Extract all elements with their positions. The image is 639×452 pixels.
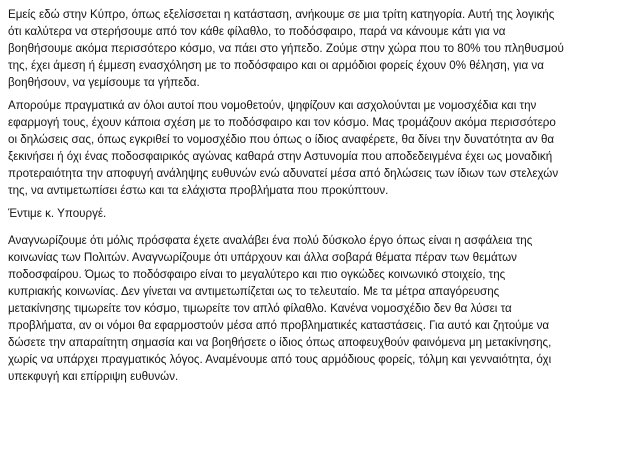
text-line: βοηθήσουν, να γεμίσουμε τα γήπεδα. xyxy=(8,76,200,89)
paragraph-legislators xyxy=(8,97,631,199)
text-line: χωρίς να υπάρχει πραγματικός λόγος. Αναμένουμε από τους αρμόδιους φορείς, τόλμη και γενναιότητα, όχι xyxy=(8,353,552,366)
text-line: κοινωνίας των Πολιτών. Αναγνωρίζουμε ότι υπάρχουν και άλλα σοβαρά θέματα πέραν των θεμάτων xyxy=(8,251,517,264)
paragraph-cyprus-category xyxy=(8,6,631,91)
text-line: οι δηλώσεις σας, όπως εγκριθεί το νομοσχέδιο που όπως ο ίδιος αναφέρετε, θα δίνει την δυνατότητα αν θα xyxy=(8,133,555,146)
text-line: δώσετε την απαραίτητη σημασία και να βοηθήσετε ο ίδιος όπως αποφευχθούν φαινόμενα μη μετακίνησης, xyxy=(8,336,552,349)
paragraph-minister-appeal xyxy=(8,232,631,385)
text-line: εφαρμογή τους, έχουν κάποια σχέση με το ποδόσφαιρο και τον κόσμο. Μας τρομάζουν ακόμα περισσότερο xyxy=(8,116,556,129)
text-line: της, να αντιμετωπίσει έστω και τα ελάχιστα προβλήματα που προκύπτουν. xyxy=(8,184,389,197)
salutation-text: Έντιμε κ. Υπουργέ. xyxy=(8,207,107,220)
text-line: προτεραιότητα την αποφυγή ανάληψης ευθυνών ενώ αδυνατεί μέσα από δηλώσεις των ίδιων των στελεχών xyxy=(8,167,559,180)
text-line: Αναγνωρίζουμε ότι μόλις πρόσφατα έχετε αναλάβει ένα πολύ δύσκολο έργο όπως είναι η ασφάλεια της xyxy=(8,234,533,247)
text-line: μετακίνησης τιμωρείτε τον κόσμο, τιμωρείτε τον απλό φίλαθλο. Κανένα νομοσχέδιο δεν θα λύσει τα xyxy=(8,302,512,315)
text-line: της, έχει άμεση ή έμμεση ενασχόληση με το ποδόσφαιρο και οι αρμόδιοι φορείς έχουν 0% θέληση, για να xyxy=(8,59,544,72)
text-line: ξεκινήσει ή όχι ένας ποδοσφαιρικός αγώνας καθαρά στην Αστυνομία που αποδεδειγμένα έχει ως μοναδική xyxy=(8,150,553,163)
text-line: υπεκφυγή και επίρριψη ευθυνών. xyxy=(8,370,179,383)
text-line: Απορούμε πραγματικά αν όλοι αυτοί που νομοθετούν, ψηφίζουν και ασχολούνται με νομοσχέδια και την xyxy=(8,99,537,112)
text-line: Εμείς εδώ στην Κύπρο, όπως εξελίσσεται η κατάσταση, ανήκουμε σε μια τρίτη κατηγορία. Αυτή της λογικής xyxy=(8,8,555,21)
text-line: προβλήματα, αν οι νόμοι θα εφαρμοστούν μέσα από προβληματικές καταστάσεις. Για αυτό και ζητούμε να xyxy=(8,319,550,332)
text-line: ότι καλύτερα να στερήσουμε από τον κάθε φίλαθλο, το ποδόσφαιρο, παρά να κάνουμε κάτι για να xyxy=(8,25,506,38)
text-line: ποδοσφαίρου. Όμως το ποδόσφαιρο είναι το μεγαλύτερο και πιο ογκώδες κοινωνικό στοιχείο, της xyxy=(8,268,506,281)
text-line: βοηθήσουμε ακόμα περισσότερο κόσμο, να πάει στο γήπεδο. Ζούμε στην χώρα που το 80% του πληθυσμού xyxy=(8,42,564,55)
text-line: κυπριακής κοινωνίας. Δεν γίνεται να αντιμετωπίζεται ως το τελευταίο. Με τα μέτρα απαγόρευσης xyxy=(8,285,500,298)
paragraph-salutation xyxy=(8,205,631,222)
